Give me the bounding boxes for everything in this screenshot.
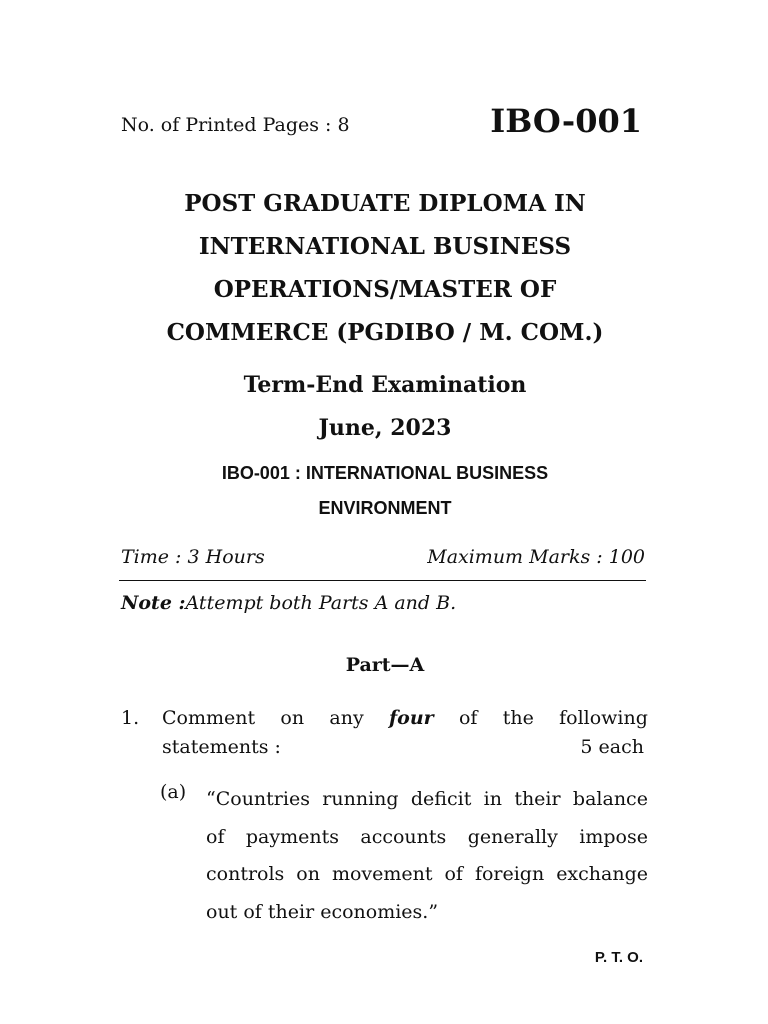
sub-question-word: running (322, 788, 399, 810)
exam-session: June, 2023 (318, 415, 452, 441)
sub-question-word: deficit (410, 788, 472, 810)
sub-question-word: out (206, 900, 244, 923)
course-title-line: ENVIRONMENT (318, 498, 452, 518)
sub-question-line (206, 781, 648, 819)
programme-title-line: OPERATIONS/MASTER OF (213, 276, 557, 303)
exam-name: Term-End Examination (243, 372, 527, 398)
sub-question-word: “Countries (206, 788, 310, 810)
question-word: on (280, 707, 305, 729)
sub-question-word: in (483, 788, 502, 810)
sub-question-text (206, 781, 648, 931)
question-word: any (329, 707, 364, 729)
question-text-line (162, 736, 644, 758)
question-number: 1. (121, 707, 140, 729)
sub-question-word: controls (206, 863, 285, 885)
question-word: Comment (162, 707, 256, 729)
sub-question-line (206, 894, 648, 932)
sub-question-word: generally (467, 825, 558, 848)
sub-question-word: movement (331, 863, 433, 885)
sub-question-word: accounts (360, 825, 447, 848)
sub-question-word: of (243, 900, 268, 923)
sub-question-word: their (267, 900, 321, 923)
please-turn-over: P. T. O. (594, 949, 643, 966)
note-label: Note : (121, 592, 186, 614)
time-allowed: Time : 3 Hours (121, 546, 265, 568)
question-text-line (162, 707, 648, 729)
question-word: following (559, 707, 648, 729)
maximum-marks: Maximum Marks : 100 (427, 546, 645, 568)
time-marks-row (121, 546, 645, 568)
sub-question-word: exchange (556, 863, 648, 885)
note-text: Attempt both Parts A and B. (185, 592, 457, 614)
question-word: statements : (162, 736, 281, 758)
question-word-emphasis: four (388, 707, 434, 729)
sub-question-word: foreign (474, 863, 545, 885)
sub-question-word: on (296, 863, 320, 885)
sub-question-word: impose (579, 825, 648, 848)
programme-title-line: COMMERCE (PGDIBO / M. COM.) (166, 319, 604, 346)
sub-question-word: balance (572, 788, 648, 810)
divider-rule (119, 580, 646, 581)
programme-title-line: INTERNATIONAL BUSINESS (198, 233, 572, 260)
sub-question-word: of (206, 825, 225, 848)
paper-code: IBO-001 (490, 102, 642, 140)
question-word: of (458, 707, 478, 729)
sub-question-word: their (514, 788, 561, 810)
question-word: the (502, 707, 534, 729)
printed-pages-count: No. of Printed Pages : 8 (121, 114, 350, 136)
programme-title (100, 182, 670, 354)
sub-question-word: of (444, 863, 463, 885)
exam-heading (100, 364, 670, 450)
sub-question-label: (a) (160, 781, 187, 803)
sub-question-word: economies.” (320, 900, 439, 923)
course-title-line: IBO-001 : INTERNATIONAL BUSINESS (221, 463, 549, 483)
sub-question-line (206, 819, 648, 857)
course-title (100, 456, 670, 526)
instruction-note (121, 592, 456, 614)
sub-question-word: payments (245, 825, 339, 848)
part-a-heading: Part—A (345, 654, 425, 676)
question-marks: 5 each (580, 736, 644, 758)
programme-title-line: POST GRADUATE DIPLOMA IN (184, 190, 586, 217)
sub-question-line (206, 856, 648, 894)
